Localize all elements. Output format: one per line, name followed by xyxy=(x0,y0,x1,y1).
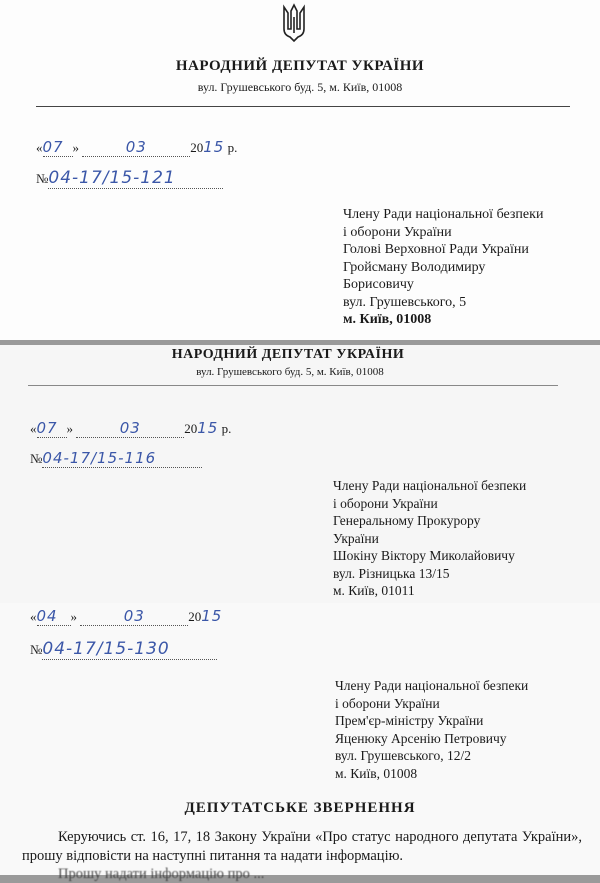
letter-1 xyxy=(0,0,600,340)
addressee-line: м. Київ, 01008 xyxy=(335,765,418,781)
date-suffix: р. xyxy=(227,140,238,155)
addressee-line: вул. Грушевського, 12/2 xyxy=(335,748,471,763)
addressee-line: України xyxy=(333,530,379,546)
date-line: «07 » 03 2015 р. xyxy=(30,419,232,437)
trident-emblem-icon xyxy=(280,3,308,43)
addressee-line: м. Київ, 01008 xyxy=(343,312,432,327)
header-title: НАРОДНИЙ ДЕПУТАТ УКРАЇНИ xyxy=(175,58,425,74)
header-rule xyxy=(36,106,570,107)
addressee-block xyxy=(333,477,526,600)
date-month: 03 xyxy=(125,138,147,156)
header-address: вул. Грушевського буд. 5, м. Київ, 01008 xyxy=(196,366,384,378)
body-paragraph: Керуючись ст. 16, 17, 18 Закону України «Про статус народного депутата України», прошу відповісти на наступні питання та надати інформацію. xyxy=(22,829,582,864)
number-prefix: № xyxy=(36,171,49,186)
reference-number: 04-17/15-130 xyxy=(42,639,170,659)
header-address: вул. Грушевського буд. 5, м. Київ, 01008 xyxy=(197,80,403,94)
reference-number: 04-17/15-121 xyxy=(48,168,176,188)
addressee-block xyxy=(343,206,543,329)
addressee-line: Яценюку Арсенію Петровичу xyxy=(335,730,507,746)
addressee-line: і оборони України xyxy=(343,224,452,240)
date-year-prefix: 20 xyxy=(188,609,202,624)
addressee-line: вул. Різницька 13/15 xyxy=(333,565,450,581)
number-prefix: № xyxy=(30,642,43,657)
addressee-line: м. Київ, 01011 xyxy=(333,583,415,598)
date-year-suffix: 15 xyxy=(203,138,225,156)
addressee-line: Голові Верховної Ради України xyxy=(343,242,529,257)
date-year-suffix: 15 xyxy=(201,607,223,625)
addressee-line: і оборони України xyxy=(335,695,440,711)
date-day: 07 xyxy=(36,419,58,437)
addressee-line: Генеральному Прокурору xyxy=(333,513,481,528)
date-day: 04 xyxy=(36,607,58,625)
addressee-line: Члену Ради національної безпеки xyxy=(333,478,527,493)
addressee-block xyxy=(335,677,528,782)
date-line: «07 » 03 2015 р. xyxy=(36,138,238,156)
addressee-line: і оборони України xyxy=(333,495,438,511)
date-year-suffix: 15 xyxy=(197,419,219,437)
number-line xyxy=(36,168,223,189)
addressee-line: вул. Грушевського, 5 xyxy=(343,294,467,310)
number-prefix: № xyxy=(30,451,43,466)
cut-off-line: Прошу надати інформацію про ... xyxy=(58,866,265,882)
addressee-line: Члену Ради національної безпеки xyxy=(335,678,529,693)
appeal-title: ДЕПУТАТСЬКЕ ЗВЕРНЕННЯ xyxy=(184,800,416,816)
date-year-prefix: 20 xyxy=(190,140,204,155)
date-month: 03 xyxy=(123,607,145,625)
addressee-line: Члену Ради національної безпеки xyxy=(343,207,544,222)
date-month: 03 xyxy=(119,419,141,437)
addressee-line: Гройсману Володимиру xyxy=(343,259,486,275)
date-suffix: р. xyxy=(221,421,232,436)
addressee-line: Прем'єр-міністру України xyxy=(335,713,484,728)
addressee-line: Борисовичу xyxy=(343,277,414,292)
date-year-prefix: 20 xyxy=(184,421,198,436)
header-title: НАРОДНИЙ ДЕПУТАТ УКРАЇНИ xyxy=(171,347,405,362)
letter-2 xyxy=(0,345,600,603)
header-rule xyxy=(28,385,558,386)
date-line: «04 » 03 2015 xyxy=(30,607,223,625)
number-line xyxy=(30,449,202,468)
number-line xyxy=(30,639,217,660)
date-day: 07 xyxy=(42,138,64,156)
addressee-line: Шокіну Віктору Миколайовичу xyxy=(333,548,515,563)
reference-number: 04-17/15-116 xyxy=(42,449,157,467)
